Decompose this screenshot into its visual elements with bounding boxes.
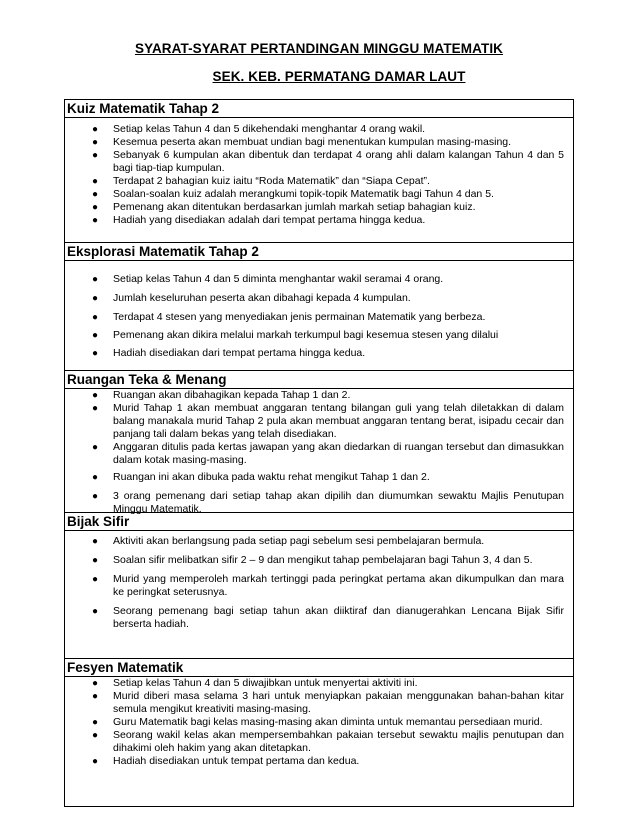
section-kuiz-matematik <box>65 100 573 242</box>
list-item: ● Murid yang memperoleh markah tertinggi pada peringkat pertama akan dikumpulkan dan mara ke peringkat seterusnya. <box>92 573 564 598</box>
list-item: ● Setiap kelas Tahun 4 dan 5 diwajibkan untuk menyertai aktiviti ini. <box>92 677 418 689</box>
bullet-icon: ● <box>92 274 99 285</box>
list-item: ● Hadiah disediakan dari tempat pertama hingga kedua. <box>92 347 366 359</box>
section-title: Bijak Sifir <box>65 512 573 531</box>
bullet-icon: ● <box>92 150 99 161</box>
bullet-icon: ● <box>92 574 99 585</box>
list-item: ● Sebanyak 6 kumpulan akan dibentuk dan terdapat 4 orang ahli dalam kalangan Tahun 4 dan 5 bagi tiap-tiap kumpulan. <box>92 149 564 174</box>
section-list <box>65 535 573 631</box>
section-eksplorasi-matematik <box>65 242 573 370</box>
list-item: ● 3 orang pemenang dari setiap tahap akan dipilih dan diumumkan sewaktu Majlis Penutupan Minggu Matematik. <box>92 490 564 515</box>
bullet-icon: ● <box>92 717 99 728</box>
bullet-icon: ● <box>92 293 99 304</box>
section-title: Fesyen Matematik <box>65 659 573 677</box>
list-item: ● Soalan sifir melibatkan sifir 2 – 9 dan mengikut tahap pembelajaran bagi Tahun 3, 4 dan 5. <box>92 554 533 566</box>
list-item: ● Anggaran ditulis pada kertas jawapan yang akan diedarkan di ruangan tersebut dan dimasukkan dalam kotak masing-masing. <box>92 441 564 466</box>
list-item: ● Setiap kelas Tahun 4 dan 5 dikehendaki menghantar 4 orang wakil. <box>92 123 426 135</box>
bullet-icon: ● <box>92 124 99 135</box>
rules-table <box>64 99 574 807</box>
list-item: ● Pemenang akan dikira melalui markah terkumpul bagi kesemua stesen yang dilalui <box>92 329 499 341</box>
list-item: ● Hadiah yang disediakan adalah dari tempat pertama hingga kedua. <box>92 214 426 226</box>
list-item: ● Murid Tahap 1 akan membuat anggaran tentang bilangan guli yang telah diletakkan di dalam balang manakala murid Tahap 2 pula akan membuat anggaran tentang berat, isipadu cecair dan panjang tali dalam bekas yang telah disediakan. <box>92 402 564 440</box>
bullet-icon: ● <box>92 137 99 148</box>
list-item: ● Murid diberi masa selama 3 hari untuk menyiapkan pakaian menggunakan bahan-bahan kitar semula mengikut kreativiti masing-masing. <box>92 690 564 715</box>
bullet-icon: ● <box>92 330 99 341</box>
bullet-icon: ● <box>92 348 99 359</box>
section-list <box>65 123 573 227</box>
list-item: ● Aktiviti akan berlangsung pada setiap pagi sebelum sesi pembelajaran bermula. <box>92 535 485 547</box>
school-name: SEK. KEB. PERMATANG DAMAR LAUT <box>212 69 466 84</box>
list-item: ● Pemenang akan ditentukan berdasarkan jumlah markah setiap bahagian kuiz. <box>92 201 476 213</box>
section-title: Kuiz Matematik Tahap 2 <box>65 100 573 118</box>
bullet-icon: ● <box>92 730 99 741</box>
bullet-icon: ● <box>92 555 99 566</box>
list-item: ● Hadiah disediakan untuk tempat pertama dan kedua. <box>92 755 360 767</box>
section-bijak-sifir <box>65 512 573 650</box>
list-item: ● Soalan-soalan kuiz adalah merangkumi topik-topik Matematik bagi Tahun 4 dan 5. <box>92 188 494 200</box>
bullet-icon: ● <box>92 215 99 226</box>
list-item: ● Ruangan akan dibahagikan kepada Tahap 1 dan 2. <box>92 389 351 401</box>
section-ruangan-teka <box>65 370 573 518</box>
list-item: ● Terdapat 4 stesen yang menyediakan jenis permainan Matematik yang berbeza. <box>92 311 486 323</box>
bullet-icon: ● <box>92 442 99 453</box>
list-item: ● Kesemua peserta akan membuat undian bagi menentukan kumpulan masing-masing. <box>92 136 512 148</box>
section-title: Ruangan Teka & Menang <box>65 371 573 389</box>
list-item: ● Ruangan ini akan dibuka pada waktu rehat mengikut Tahap 1 dan 2. <box>92 471 430 483</box>
section-list <box>65 389 573 516</box>
list-item: ● Seorang wakil kelas akan mempersembahkan pakaian tersebut sewaktu majlis penutupan dan dihakimi oleh hakim yang akan ditetapkan. <box>92 729 564 754</box>
bullet-icon: ● <box>92 312 99 323</box>
list-item: ● Setiap kelas Tahun 4 dan 5 diminta menghantar wakil seramai 4 orang. <box>92 273 444 285</box>
bullet-icon: ● <box>92 491 99 502</box>
bullet-icon: ● <box>92 678 99 689</box>
bullet-icon: ● <box>92 606 99 617</box>
section-fesyen-matematik <box>65 658 573 808</box>
bullet-icon: ● <box>92 472 99 483</box>
list-item: ● Terdapat 2 bahagian kuiz iaitu “Roda Matematik” dan “Siapa Cepat”. <box>92 175 430 187</box>
bullet-icon: ● <box>92 756 99 767</box>
list-item: ● Seorang pemenang bagi setiap tahun akan diiktiraf dan dianugerahkan Lencana Bijak Sifir berserta hadiah. <box>92 605 564 630</box>
document-title: SYARAT-SYARAT PERTANDINGAN MINGGU MATEMATIK <box>134 41 504 56</box>
bullet-icon: ● <box>92 403 99 414</box>
bullet-icon: ● <box>92 202 99 213</box>
section-list <box>65 273 573 360</box>
bullet-icon: ● <box>92 536 99 547</box>
section-list <box>65 677 573 768</box>
bullet-icon: ● <box>92 390 99 401</box>
bullet-icon: ● <box>92 691 99 702</box>
section-title: Eksplorasi Matematik Tahap 2 <box>65 243 573 261</box>
list-item: ● Jumlah keseluruhan peserta akan dibahagi kepada 4 kumpulan. <box>92 292 411 304</box>
list-item: ● Guru Matematik bagi kelas masing-masing akan diminta untuk memantau persediaan murid. <box>92 716 543 728</box>
bullet-icon: ● <box>92 189 99 200</box>
bullet-icon: ● <box>92 176 99 187</box>
